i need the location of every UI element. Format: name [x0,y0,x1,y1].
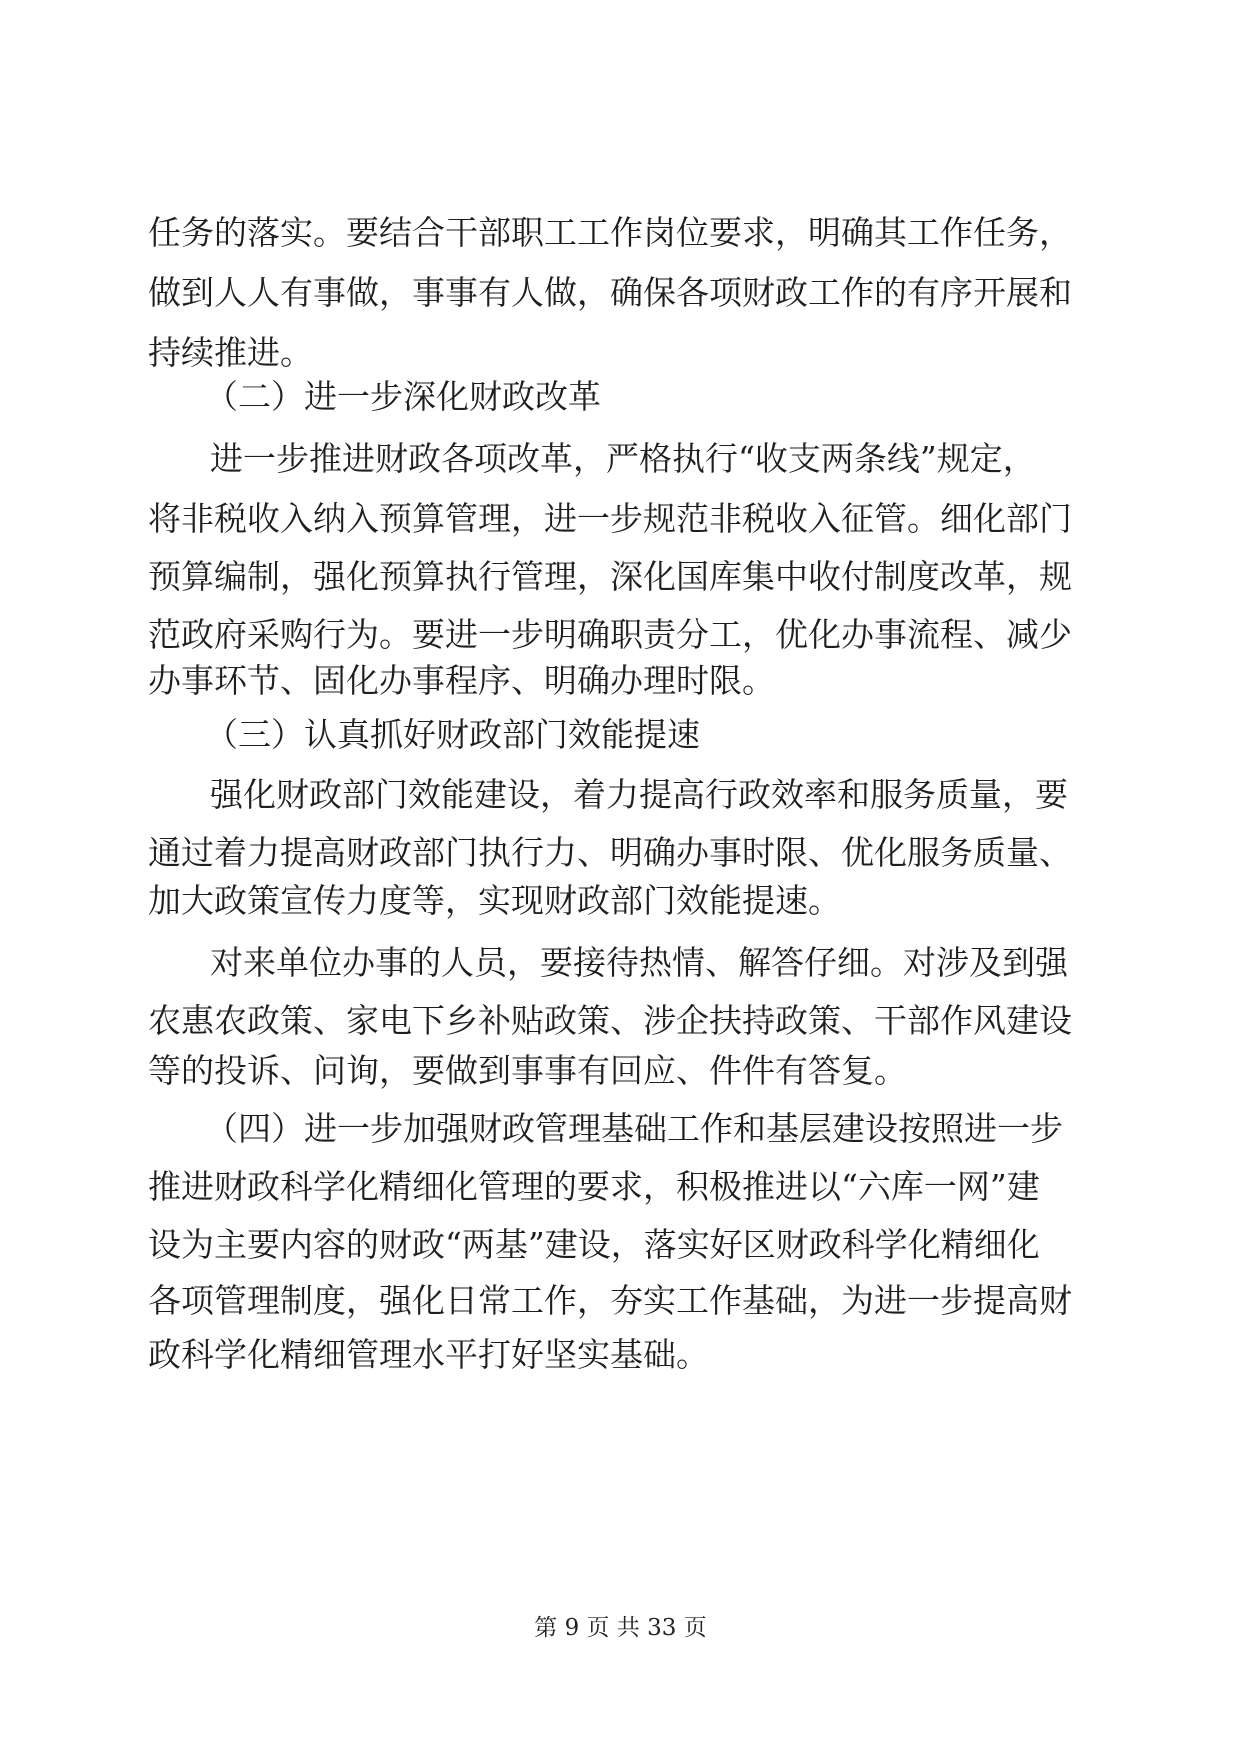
body-text-line: 加大政策宣传力度等，实现财政部门效能提速。 [148,881,841,920]
body-text-line: 持续推进。 [148,333,313,372]
body-text-line: 做到人人有事做，事事有人做，确保各项财政工作的有序开展和 [148,273,1072,312]
body-text-line: 预算编制，强化预算执行管理，深化国库集中收付制度改革，规 [148,557,1072,596]
body-text-line: 设为主要内容的财政“两基”建设，落实好区财政科学化精细化 [148,1225,1040,1264]
body-text-line: 政科学化精细管理水平打好坚实基础。 [148,1335,709,1374]
body-text-line: 将非税收入纳入预算管理，进一步规范非税收入征管。细化部门 [148,499,1072,538]
body-text-line: 对来单位办事的人员，要接待热情、解答仔细。对涉及到强 [210,943,1068,982]
section-heading: （三）认真抓好财政部门效能提速 [205,715,700,754]
body-text-line: 强化财政部门效能建设，着力提高行政效率和服务质量，要 [210,775,1068,814]
body-text-line: 进一步推进财政各项改革，严格执行“收支两条线”规定， [210,439,1036,478]
body-text-line: 各项管理制度，强化日常工作，夯实工作基础，为进一步提高财 [148,1281,1072,1320]
body-text-line: 推进财政科学化精细化管理的要求，积极推进以“六库一网”建 [148,1167,1040,1206]
body-text-line: 通过着力提高财政部门执行力、明确办事时限、优化服务质量、 [148,833,1072,872]
body-text-line: 范政府采购行为。要进一步明确职责分工，优化办事流程、减少 [148,615,1072,654]
section-heading: （四）进一步加强财政管理基础工作和基层建设按照进一步 [205,1109,1063,1148]
body-text-line: 农惠农政策、家电下乡补贴政策、涉企扶持政策、干部作风建设 [148,1001,1072,1040]
page-number-footer: 第 9 页 共 33 页 [534,1615,707,1641]
body-text-line: 办事环节、固化办事程序、明确办理时限。 [148,661,775,700]
body-text-line: 等的投诉、问询，要做到事事有回应、件件有答复。 [148,1051,907,1090]
body-text-line: 任务的落实。要结合干部职工工作岗位要求，明确其工作任务， [148,213,1072,252]
section-heading: （二）进一步深化财政改革 [205,377,601,416]
